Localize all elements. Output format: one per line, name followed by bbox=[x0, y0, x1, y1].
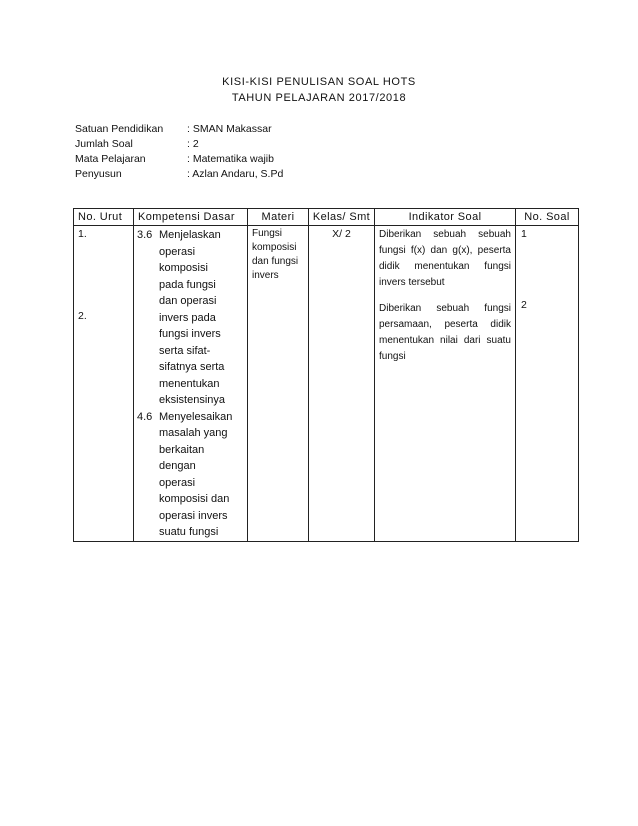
indikator-1: Diberikan sebuah sebuah fungsi f(x) dan g(x), peserta didik menentukan fungsi invers tersebut bbox=[379, 229, 511, 288]
info-row-penyusun bbox=[75, 167, 283, 182]
kd-line: serta sifat- bbox=[159, 344, 211, 357]
kd-line: operasi bbox=[159, 245, 196, 258]
materi-text: Fungsi komposisi dan fungsi invers bbox=[252, 228, 299, 281]
kd-number-1: 3.6 bbox=[137, 229, 153, 241]
kd-line: sifatnya serta bbox=[159, 361, 225, 373]
header-kompetensi-dasar: Kompetensi Dasar bbox=[134, 209, 248, 226]
document-subtitle: TAHUN PELAJARAN 2017/2018 bbox=[231, 92, 407, 104]
kd-line: Menyelesaikan bbox=[159, 410, 233, 423]
info-row-mata-pelajaran bbox=[75, 152, 283, 167]
kd-line: operasi bbox=[159, 476, 196, 489]
kd-line: Menjelaskan bbox=[159, 229, 221, 241]
info-label: Penyusun bbox=[75, 168, 122, 180]
info-label: Jumlah Soal bbox=[75, 138, 133, 150]
kd-line: suatu fungsi bbox=[159, 526, 219, 538]
cell-kelas-smt bbox=[309, 226, 375, 542]
info-label: Satuan Pendidikan bbox=[75, 123, 164, 135]
cell-indikator-soal bbox=[375, 226, 516, 542]
kd-line: eksistensinya bbox=[159, 394, 226, 406]
header-no-soal: No. Soal bbox=[516, 209, 579, 226]
no-soal-1: 1 bbox=[521, 228, 527, 240]
info-value: : SMAN Makassar bbox=[187, 123, 272, 135]
info-row-jumlah-soal bbox=[75, 137, 283, 152]
cell-materi bbox=[248, 226, 309, 542]
no-urut-2: 2. bbox=[78, 310, 87, 322]
cell-no-soal bbox=[516, 226, 579, 542]
kd-line: berkaitan bbox=[159, 443, 205, 456]
header-kelas-smt: Kelas/ Smt bbox=[309, 209, 375, 226]
identity-block bbox=[75, 122, 283, 182]
no-urut-1: 1. bbox=[78, 228, 87, 240]
kd-line: invers pada bbox=[159, 311, 216, 324]
kisi-kisi-table bbox=[73, 208, 579, 542]
indikator-2: Diberikan sebuah fungsi persamaan, peserta didik menentukan nilai dari suatu fungsi bbox=[379, 303, 511, 362]
info-value: : Azlan Andaru, S.Pd bbox=[187, 168, 284, 180]
info-value: : 2 bbox=[187, 138, 199, 150]
kd-line: operasi invers bbox=[159, 509, 228, 522]
kelas-smt-text: X/ 2 bbox=[332, 228, 351, 240]
kd-line: komposisi dan bbox=[159, 493, 230, 505]
info-label: Mata Pelajaran bbox=[75, 153, 146, 165]
cell-no-urut bbox=[74, 226, 134, 542]
table-header-row bbox=[74, 209, 579, 226]
info-row-satuan-pendidikan bbox=[75, 122, 283, 137]
header-materi: Materi bbox=[248, 209, 309, 226]
kd-line: menentukan bbox=[159, 377, 220, 390]
kd-number-2: 4.6 bbox=[137, 410, 153, 423]
kd-line: fungsi invers bbox=[159, 328, 221, 340]
kd-line: dengan bbox=[159, 460, 196, 472]
kd-line: masalah yang bbox=[159, 427, 228, 439]
table-row bbox=[74, 226, 579, 542]
document-title: KISI-KISI PENULISAN SOAL HOTS bbox=[222, 76, 416, 88]
header-indikator-soal: Indikator Soal bbox=[375, 209, 516, 226]
cell-kompetensi-dasar bbox=[134, 226, 248, 542]
kd-line: pada fungsi bbox=[159, 278, 216, 291]
no-soal-2: 2 bbox=[521, 299, 527, 311]
info-value: : Matematika wajib bbox=[187, 153, 274, 165]
kd-line: komposisi bbox=[159, 262, 208, 274]
header-no-urut: No. Urut bbox=[74, 209, 134, 226]
kd-line: dan operasi bbox=[159, 295, 217, 307]
